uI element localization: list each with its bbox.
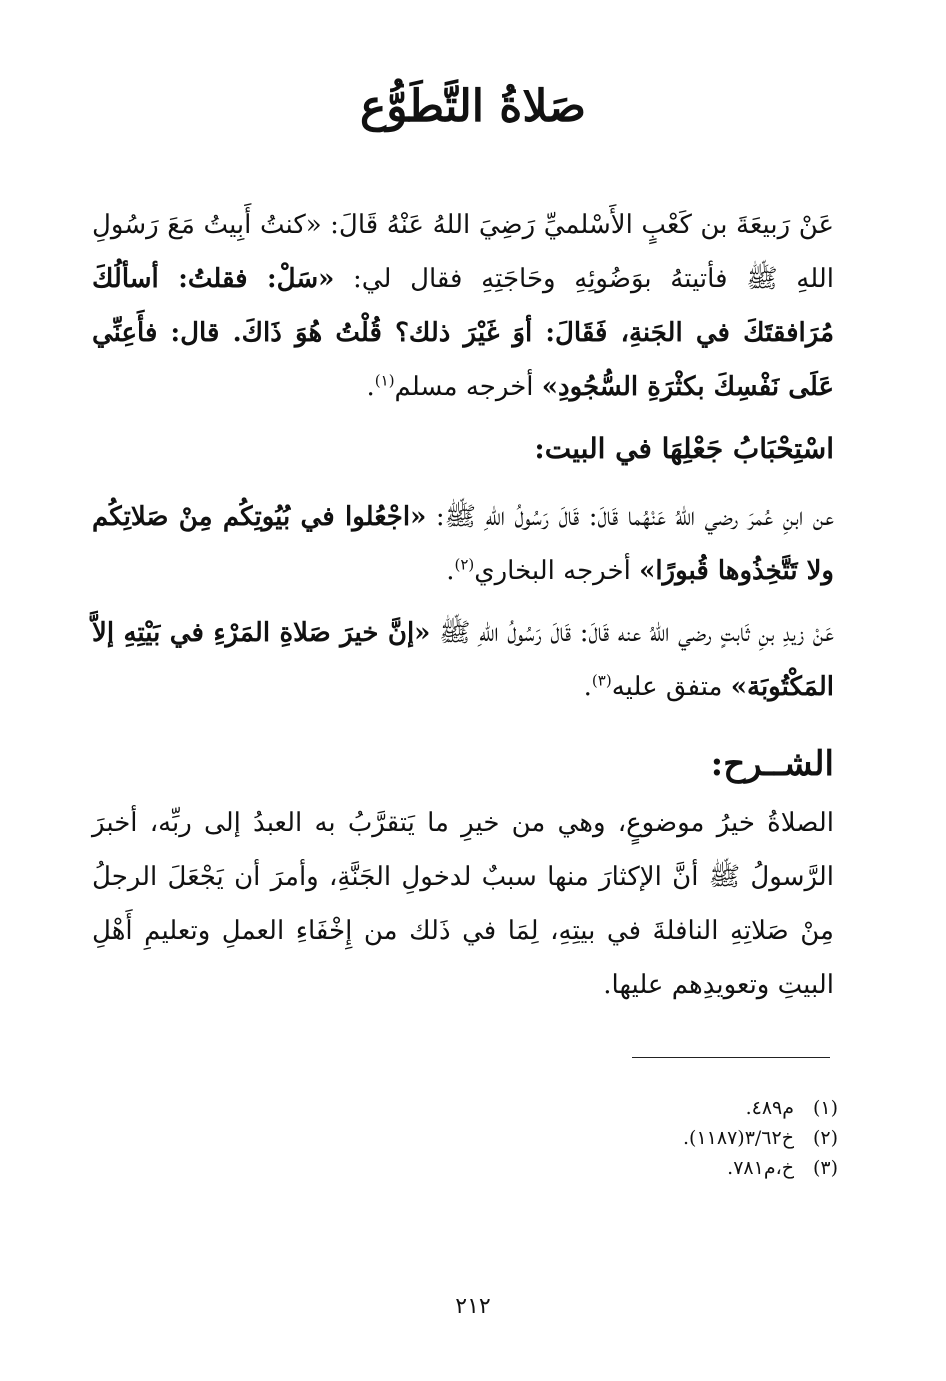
hadith-rabia-text: «سَلْ: فقلتُ: أسألُكَ مُرَافقتَكَ في الجَنةِ، فَقَالَ: أوَ غَيْرَ ذلك؟ قُلْتُ هُوَ ذَاكَ. قال: فأَعِنِّي عَلَى نَفْسِكَ بكثْرَةِ السُّجُودِ»	[92, 264, 834, 402]
hadith-rabia-source: أخرجه مسلم	[394, 372, 542, 402]
footnote-ref-3: (٣)	[591, 671, 612, 690]
hadith-zaid-intro: عَنْ زيدِ بنِ ثَابتٍ رضي اللهُ عنه قَالَ: قَالَ رَسُولُ اللهِ ﷺ	[430, 618, 834, 648]
footnote-ref-2: (٢)	[454, 555, 475, 574]
hadith-ibn-umar-intro: عن ابنِ عُمرَ رضي اللهُ عَنْهُما قَالَ: قَالَ رَسُولُ اللهِ ﷺ:	[426, 502, 835, 532]
hadith-zaid-text: «إنَّ خيرَ صَلاةِ المَرْءِ في بَيْتِهِ إلاَّ المَكْتُوبَة»	[92, 618, 834, 702]
footnote-text: خ٣/٦٢(١١٨٧).	[683, 1127, 794, 1149]
hadith-ibn-umar-text: «اجْعُلوا في بُيُوتِكُم مِنْ صَلاتِكُم ولا تَتَّخِذُوها قُبورًا»	[92, 502, 834, 586]
footnote-divider	[632, 1057, 830, 1058]
footnote-1	[338, 1093, 838, 1123]
footnote-2	[338, 1123, 838, 1153]
hadith-rabia	[92, 198, 834, 414]
hadith-rabia-end: .	[366, 372, 375, 402]
footnote-number: (١)	[812, 1097, 838, 1119]
footnote-number: (٣)	[812, 1157, 838, 1179]
sharh-paragraph: الصلاةُ خيرُ موضوعٍ، وهي من خيرِ ما يَتقرَّبُ به العبدُ إلى ربِّه، أخبرَ الرَّسولُ ﷺ أنَّ الإكثارَ منها سببٌ لدخولِ الجَنَّةِ، وأمرَ أن يَجْعَلَ الرجلُ مِنْ صَلاتِهِ النافلةَ في بيتِهِ، لِمَا في ذَلك من إِخْفَاءِ العملِ وتعليمِ أَهْلِ البيتِ وتعويدِهم عليها.	[92, 808, 834, 1000]
footnote-number: (٢)	[812, 1127, 838, 1149]
page-title: صَلاةُ التَّطَوُّع	[360, 81, 586, 132]
section-heading: اسْتِحْبَابُ جَعْلِهَا في البيت:	[534, 432, 834, 465]
hadith-zaid	[92, 606, 834, 714]
hadith-zaid-source: متفق عليه	[611, 672, 731, 702]
footnote-text: خ،م٧٨١.	[727, 1157, 794, 1179]
hadith-ibn-umar	[92, 490, 834, 598]
hadith-ibn-umar-source: أخرجه البخاري	[474, 556, 640, 586]
hadith-rabia-intro: عَنْ رَبيعَةَ بن كَعْبٍ الأَسْلميِّ رَضِيَ اللهُ عَنْهُ قَالَ: «كنتُ أَبِيتُ مَعَ رَسُولِ اللهِ ﷺ فأتيتهُ بوَضُوئِهِ وحَاجَتِهِ فقال لي:	[92, 210, 834, 294]
hadith-ibn-umar-end: .	[446, 556, 455, 586]
footnote-text: م٤٨٩.	[745, 1097, 794, 1119]
page-number: ٢١٢	[455, 1294, 491, 1319]
hadith-zaid-end: .	[583, 672, 592, 702]
footnote-3	[338, 1153, 838, 1183]
footnote-ref-1: (١)	[374, 371, 395, 390]
sharh-heading: الشــرح:	[710, 744, 834, 784]
